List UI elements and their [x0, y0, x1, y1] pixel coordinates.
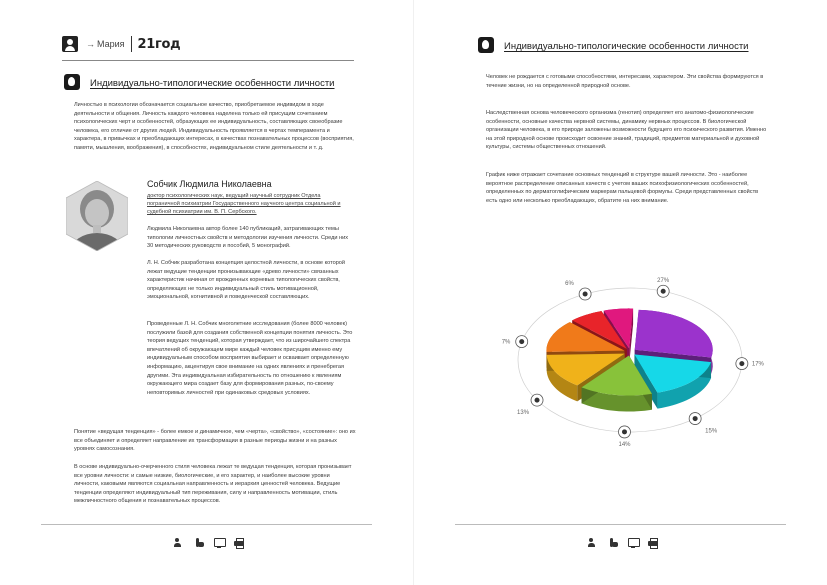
bars-icon-glyph [622, 429, 627, 434]
tendency-pie-chart [480, 280, 780, 450]
head-profile-icon [64, 74, 80, 90]
target-icon-glyph [519, 339, 524, 344]
header-divider [131, 36, 132, 52]
arrow-right-icon: → [86, 39, 95, 49]
printer-icon[interactable] [648, 538, 658, 548]
user-avatar-icon [62, 36, 78, 52]
footer-rule [455, 524, 786, 525]
butterfly-icon-glyph [739, 361, 744, 366]
person-name: Собчик Людмила Николаевна [147, 179, 272, 189]
monitor-icon[interactable] [628, 538, 638, 548]
hand-pointer-icon[interactable] [608, 538, 618, 548]
bio-paragraph-3: Проведенные Л. Н. Собчик многолетние исследования (более 8000 человек) послужили базой для создания собственной концепции понятия личность. Это теория ведущих тенденций, которая утверждает, что из широчайшего спектра впечатлений об окружающем мире каждый человек присущим именно ему индивидуальным способом восприятия выбирает и осваивает определенную информацию, акцентируя свое внимание на одних явлениях и пренебрегая другими. Эта индивидуальная избирательность по отношению к явлениям окружающего мира создает базу для формирования разных, по-своему неповторимых личностей при одинаковых средовых условиях. [147, 321, 353, 396]
bio-paragraph-1: Людмила Николаевна автор более 140 публикаций, затрагивающих темы типологии личностных свойств и методологии изучения личности. Среди них 30 методических руководств и пособий, 5 монографий. [147, 226, 349, 250]
heart-icon-glyph [535, 398, 540, 403]
style-paragraph: В основе индивидуально-очерченного стиля человека лежат те ведущая тенденция, которая пронизывает все уровни личности: и самые низкие, биологические, и его характер, и наиболее высокие уровни личности, каковыми являются социальная направленность и иерархия ценностей человека. Ведущие тенденции определяют индивидуальный тип переживания, силу и направленность мотивации, стиль межличностного общения и познавательных процессов. [74, 464, 352, 505]
slice-label: 15% [705, 428, 718, 435]
pie-chart-svg [480, 280, 780, 450]
portrait-photo [66, 181, 128, 251]
left-page [0, 0, 413, 585]
header-age: 21год [137, 36, 181, 52]
arrows-icon-glyph [693, 416, 698, 421]
slice-label: 17% [751, 361, 764, 368]
person-icon[interactable] [174, 538, 184, 548]
slice-label: 13% [517, 410, 530, 417]
section-title: Индивидуально-типологические особенности личности [504, 41, 749, 52]
bio-paragraph-2: Л. Н. Собчик разработана концепция целостной личности, в основе которой лежат ведущие тенденции пронизывающие «древо личности» связанных характеристик начиная от врожденных корневых типологических свойств, определяющих не только индивидуальный стиль мотивационной, эмоциональной, когнитивной и поведенческой составляющих. [147, 260, 346, 301]
gear-icon-glyph [583, 292, 588, 297]
footer-toolbar [174, 538, 244, 548]
footer-toolbar [588, 538, 658, 548]
monitor-icon[interactable] [214, 538, 224, 548]
intro-paragraph: Личностью в психологии обозначается социальное качество, приобретаемое индивидом в ходе деятельности и общения. Личность каждого человека наделена только ей присущим сочетанием психологических черт и особенностей, образующих ее индивидуальность, составляющих своеобразие человека, его отличие от других людей. Индивидуальность проявляется в чертах темперамента и характера, в привычках и преобладающих интересах, в качествах познавательных процессов (восприятия, памяти, мышления, воображения), в способностях, индивидуальном стиле деятельности и т. д. [74, 102, 354, 151]
chart-intro-paragraph: График ниже отражает сочетание основных тенденций в структуре вашей личности. Это - наиболее вероятное распределение описанных качеств с учетом ваших психофизиологических особенностей, определенных по дерматоглифическим маркерам пальцевой формулы. Среди представленных свойств есть одно или несколько преобладающих, обратите на них внимание. [486, 172, 759, 204]
slice-label: 7% [501, 339, 511, 346]
link-icon-glyph [661, 289, 666, 294]
footer-rule [41, 524, 372, 525]
printer-icon[interactable] [234, 538, 244, 548]
slice-label: 27% [657, 278, 670, 285]
head-profile-icon [478, 37, 494, 53]
innate-paragraph: Человек не рождается с готовыми способностями, интересами, характером. Эти свойства формируются в течение жизни, но на определенной природной основе. [486, 74, 764, 89]
hand-pointer-icon[interactable] [194, 538, 204, 548]
person-icon[interactable] [588, 538, 598, 548]
heredity-paragraph: Наследственная основа человеческого организма (генотип) определяет его анатомо-физиологические особенности, основные качества нервной системы, динамику нервных процессов. В биологической организации человека, в его природе заложены возможности будущего его психического развития. Именно на этой природной основе происходит освоение знаний, традиций, предметов материальной и духовной культуры, системы общественных отношений. [486, 110, 767, 151]
header-name: Мария [97, 39, 125, 49]
header-rule [62, 60, 354, 61]
person-subtitle: доктор психологических наук, ведущий научный сотрудник Отдела пограничной психиатрии Государственного научного центра социальной и судебной психиатрии им. В. П. Сербского. [147, 193, 341, 216]
slice-label: 14% [618, 441, 631, 448]
slice-label: 6% [565, 281, 574, 288]
page-header [62, 33, 180, 55]
tendency-paragraph: Понятие «ведущая тенденция» - более емкое и динамичное, чем «черта», «свойство», «состояние»: оно их все объединяет и определяет направление их трансформации в разные периоды жизни и на разных уровнях самосознания. [74, 429, 356, 453]
section-title: Индивидуально-типологические особенности личности [90, 78, 335, 89]
